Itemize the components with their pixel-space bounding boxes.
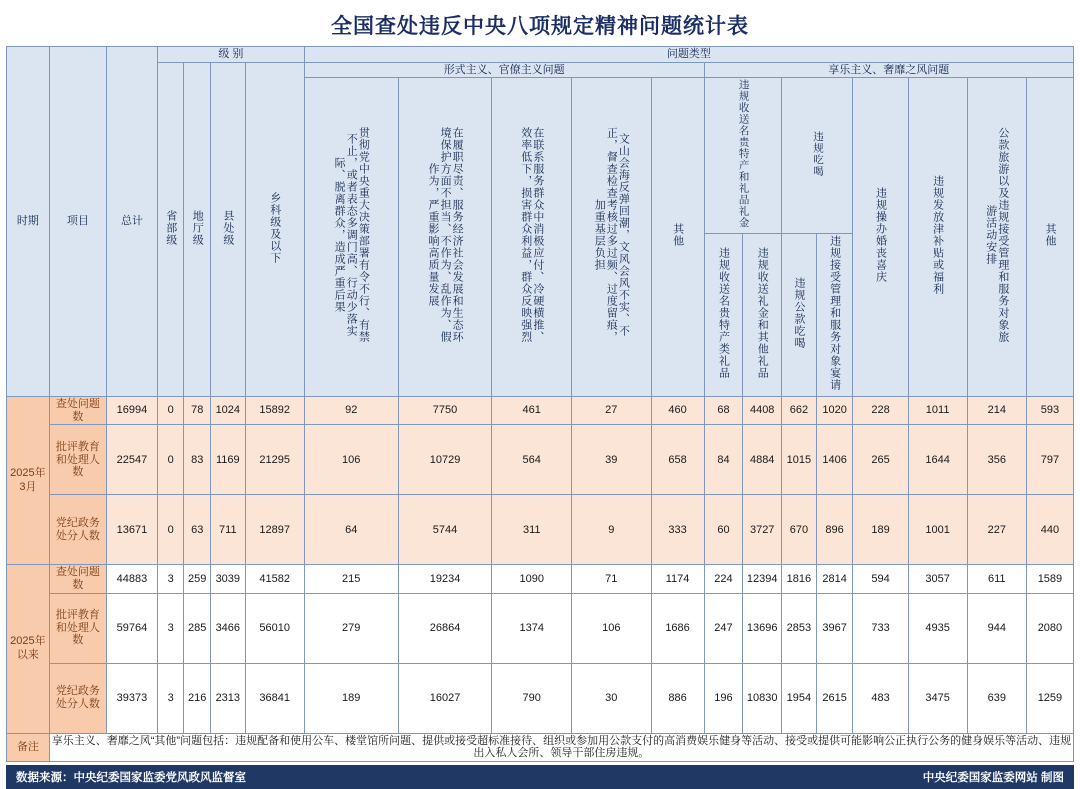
cell-formalism-3: 27 [572, 397, 652, 425]
cell-formalism-0: 106 [304, 425, 398, 495]
table-row [7, 397, 1074, 425]
header-formalism-group: 形式主义、官僚主义问题 [304, 62, 704, 78]
cell-level-1: 216 [184, 663, 211, 733]
cell-hedonism-5: 3475 [908, 663, 967, 733]
row-item-label: 查处问题数 [49, 397, 106, 425]
cell-hedonism-0: 196 [704, 663, 743, 733]
header-formalism-col-2-label: 在履职尽责、服务经济社会发展和生态环境保护方面不担当、不作为、乱作为、假作为，严重影响高质量发展 [426, 127, 464, 344]
cell-hedonism-6: 214 [967, 397, 1026, 425]
cell-hedonism-4: 189 [853, 495, 908, 565]
note-label: 备注 [7, 733, 50, 761]
cell-hedonism-6: 611 [967, 565, 1026, 593]
row-item-label: 批评教育和处理人数 [49, 593, 106, 663]
cell-hedonism-5: 1644 [908, 425, 967, 495]
cell-formalism-4: 460 [651, 397, 704, 425]
cell-hedonism-4: 265 [853, 425, 908, 495]
cell-formalism-4: 1174 [651, 565, 704, 593]
note-row [7, 733, 1074, 761]
header-level-prefecture [184, 62, 211, 396]
header-hedonism-travel-label: 公款旅游以及违规接受管理和服务对象旅游活动安排 [984, 127, 1009, 344]
cell-formalism-3: 39 [572, 425, 652, 495]
cell-hedonism-7: 797 [1026, 425, 1073, 495]
cell-hedonism-7: 593 [1026, 397, 1073, 425]
cell-formalism-1: 19234 [398, 565, 492, 593]
cell-hedonism-3: 2814 [816, 565, 853, 593]
cell-formalism-3: 71 [572, 565, 652, 593]
cell-hedonism-3: 896 [816, 495, 853, 565]
cell-hedonism-3: 1020 [816, 397, 853, 425]
cell-hedonism-3: 3967 [816, 593, 853, 663]
header-total: 总计 [106, 47, 157, 397]
header-hedonism-travel [967, 78, 1026, 397]
cell-formalism-0: 189 [304, 663, 398, 733]
cell-hedonism-2: 1816 [782, 565, 817, 593]
header-hedonism-weddings-label: 违规操办婚丧喜庆 [874, 187, 887, 284]
period-label-2 [7, 565, 50, 733]
cell-level-1: 259 [184, 565, 211, 593]
footer-source: 数据来源：中央纪委国家监委党风政风监督室 [16, 771, 246, 784]
cell-total: 59764 [106, 593, 157, 663]
header-hedonism-gifts-group [704, 78, 782, 234]
cell-hedonism-4: 594 [853, 565, 908, 593]
row-item-label: 党纪政务处分人数 [49, 495, 106, 565]
cell-total: 39373 [106, 663, 157, 733]
cell-level-0: 0 [157, 495, 184, 565]
cell-level-1: 78 [184, 397, 211, 425]
cell-hedonism-5: 4935 [908, 593, 967, 663]
cell-level-3: 36841 [245, 663, 304, 733]
cell-hedonism-7: 1259 [1026, 663, 1073, 733]
header-formalism-col-1-label: 贯彻党中央重大决策部署有令不行、有禁不止，或者表态多调门高、行动少落实际、脱离群众，造成严重后果 [333, 127, 370, 344]
cell-hedonism-7: 1589 [1026, 565, 1073, 593]
header-hedonism-sub-2 [743, 234, 782, 397]
cell-hedonism-7: 2080 [1026, 593, 1073, 663]
cell-hedonism-5: 1001 [908, 495, 967, 565]
header-formalism-col-3-label: 在联系服务群众中消极应付、冷硬横推、效率低下，损害群众利益，群众反映强烈 [519, 127, 544, 344]
table-row [7, 565, 1074, 593]
cell-hedonism-7: 440 [1026, 495, 1073, 565]
header-hedonism-sub-3-label: 违规公款吃喝 [792, 277, 805, 350]
cell-level-2: 3466 [210, 593, 245, 663]
cell-formalism-3: 106 [572, 593, 652, 663]
header-level-county [210, 62, 245, 396]
header-formalism-col-2 [398, 78, 492, 397]
cell-level-1: 285 [184, 593, 211, 663]
cell-hedonism-0: 224 [704, 565, 743, 593]
header-row-2 [7, 62, 1074, 78]
cell-hedonism-2: 1015 [782, 425, 817, 495]
header-level-township [245, 62, 304, 396]
cell-formalism-1: 10729 [398, 425, 492, 495]
header-hedonism-sub-2-label: 违规收送礼金和其他礼品 [756, 247, 769, 380]
header-hedonism-sub-4-label: 违规接受管理和服务对象宴请 [828, 235, 841, 392]
cell-level-3: 15892 [245, 397, 304, 425]
cell-level-3: 21295 [245, 425, 304, 495]
cell-level-3: 41582 [245, 565, 304, 593]
period-label-2-text: 2025年以来 [10, 635, 46, 661]
header-level-provincial [157, 62, 184, 396]
cell-formalism-4: 1686 [651, 593, 704, 663]
header-formalism-col-1 [304, 78, 398, 397]
table-row [7, 663, 1074, 733]
header-period: 时期 [7, 47, 50, 397]
header-hedonism-sub-4 [816, 234, 853, 397]
header-hedonism-banquet-group [782, 78, 853, 234]
table-row [7, 425, 1074, 495]
period-label-1 [7, 397, 50, 565]
header-hedonism-sub-1 [704, 234, 743, 397]
cell-formalism-0: 92 [304, 397, 398, 425]
cell-hedonism-4: 228 [853, 397, 908, 425]
header-level-provincial-label: 省部级 [164, 209, 177, 246]
cell-hedonism-0: 84 [704, 425, 743, 495]
header-formalism-col-3 [492, 78, 572, 397]
header-hedonism-weddings [853, 78, 908, 397]
cell-hedonism-1: 4408 [743, 397, 782, 425]
cell-hedonism-1: 13696 [743, 593, 782, 663]
cell-level-3: 12897 [245, 495, 304, 565]
cell-hedonism-5: 1011 [908, 397, 967, 425]
header-hedonism-other [1026, 78, 1073, 397]
header-problem-type-group: 问题类型 [304, 47, 1073, 63]
cell-formalism-2: 790 [492, 663, 572, 733]
row-item-label: 党纪政务处分人数 [49, 663, 106, 733]
cell-formalism-3: 30 [572, 663, 652, 733]
cell-level-0: 0 [157, 425, 184, 495]
header-hedonism-allowances [908, 78, 967, 397]
cell-formalism-3: 9 [572, 495, 652, 565]
header-row-1 [7, 47, 1074, 63]
cell-hedonism-5: 3057 [908, 565, 967, 593]
cell-formalism-0: 64 [304, 495, 398, 565]
header-formalism-col-4 [572, 78, 652, 397]
cell-total: 22547 [106, 425, 157, 495]
note-text: 享乐主义、奢靡之风“其他”问题包括：违规配备和使用公车、楼堂馆所问题、提供或接受超标准接待、组织或参加用公款支付的高消费娱乐健身等活动、接受或提供可能影响公正执行公务的健身娱乐等活动、违规出入私人会所、领导干部住房违规。 [49, 733, 1073, 761]
cell-hedonism-0: 247 [704, 593, 743, 663]
table-row [7, 593, 1074, 663]
cell-hedonism-6: 944 [967, 593, 1026, 663]
cell-level-1: 63 [184, 495, 211, 565]
cell-level-2: 1024 [210, 397, 245, 425]
header-level-county-label: 县处级 [221, 209, 234, 246]
cell-level-0: 3 [157, 593, 184, 663]
cell-level-1: 83 [184, 425, 211, 495]
header-level-township-label: 乡科级及以下 [268, 191, 281, 264]
cell-hedonism-4: 733 [853, 593, 908, 663]
cell-hedonism-6: 356 [967, 425, 1026, 495]
cell-formalism-4: 658 [651, 425, 704, 495]
cell-total: 13671 [106, 495, 157, 565]
cell-formalism-0: 279 [304, 593, 398, 663]
period-label-1-text: 2025年3月 [10, 466, 46, 493]
cell-level-2: 711 [210, 495, 245, 565]
cell-formalism-1: 16027 [398, 663, 492, 733]
cell-hedonism-2: 670 [782, 495, 817, 565]
cell-hedonism-2: 2853 [782, 593, 817, 663]
header-hedonism-banquet-label: 违规吃喝 [812, 131, 825, 178]
cell-level-2: 2313 [210, 663, 245, 733]
header-hedonism-sub-1-label: 违规收送名贵特产类礼品 [717, 247, 730, 380]
cell-hedonism-3: 2615 [816, 663, 853, 733]
header-formalism-col-4-label: 文山会海反弹回潮，文风会风不实、不正，督查检查考核过多过频、过度留痕，加重基层负担 [593, 127, 630, 344]
cell-level-2: 1169 [210, 425, 245, 495]
header-formalism-other-label: 其他 [671, 223, 684, 248]
header-hedonism-sub-3 [782, 234, 817, 397]
cell-level-3: 56010 [245, 593, 304, 663]
cell-hedonism-0: 68 [704, 397, 743, 425]
page-title: 全国查处违反中央八项规定精神问题统计表 [331, 14, 749, 38]
header-level-group: 级 别 [157, 47, 304, 63]
cell-hedonism-1: 10830 [743, 663, 782, 733]
cell-hedonism-4: 483 [853, 663, 908, 733]
header-formalism-other [651, 78, 704, 397]
cell-formalism-1: 7750 [398, 397, 492, 425]
table-row [7, 495, 1074, 565]
statistics-table [6, 46, 1074, 762]
cell-formalism-2: 461 [492, 397, 572, 425]
cell-level-0: 3 [157, 663, 184, 733]
header-hedonism-group: 享乐主义、奢靡之风问题 [704, 62, 1073, 78]
cell-formalism-2: 311 [492, 495, 572, 565]
header-hedonism-other-label: 其他 [1043, 223, 1056, 248]
cell-level-0: 3 [157, 565, 184, 593]
footer-credit: 中央纪委国家监委网站 制图 [922, 771, 1064, 784]
cell-hedonism-1: 12394 [743, 565, 782, 593]
cell-formalism-2: 564 [492, 425, 572, 495]
cell-level-2: 3039 [210, 565, 245, 593]
cell-hedonism-0: 60 [704, 495, 743, 565]
cell-level-0: 0 [157, 397, 184, 425]
cell-hedonism-3: 1406 [816, 425, 853, 495]
cell-hedonism-2: 1954 [782, 663, 817, 733]
header-hedonism-gifts-label: 违规收送名贵特产和礼品礼金 [737, 79, 750, 229]
cell-hedonism-1: 3727 [743, 495, 782, 565]
cell-total: 44883 [106, 565, 157, 593]
cell-hedonism-1: 4884 [743, 425, 782, 495]
cell-formalism-0: 215 [304, 565, 398, 593]
cell-formalism-4: 333 [651, 495, 704, 565]
cell-hedonism-2: 662 [782, 397, 817, 425]
header-item: 项目 [49, 47, 106, 397]
cell-formalism-2: 1090 [492, 565, 572, 593]
cell-formalism-1: 5744 [398, 495, 492, 565]
cell-formalism-4: 886 [651, 663, 704, 733]
cell-formalism-2: 1374 [492, 593, 572, 663]
header-level-prefecture-label: 地厅级 [191, 209, 204, 246]
cell-hedonism-6: 639 [967, 663, 1026, 733]
row-item-label: 查处问题数 [49, 565, 106, 593]
cell-formalism-1: 26864 [398, 593, 492, 663]
cell-total: 16994 [106, 397, 157, 425]
row-item-label: 批评教育和处理人数 [49, 425, 106, 495]
header-hedonism-allowances-label: 违规发放津补贴或福利 [931, 175, 944, 296]
footer-bar [6, 765, 1074, 789]
cell-hedonism-6: 227 [967, 495, 1026, 565]
